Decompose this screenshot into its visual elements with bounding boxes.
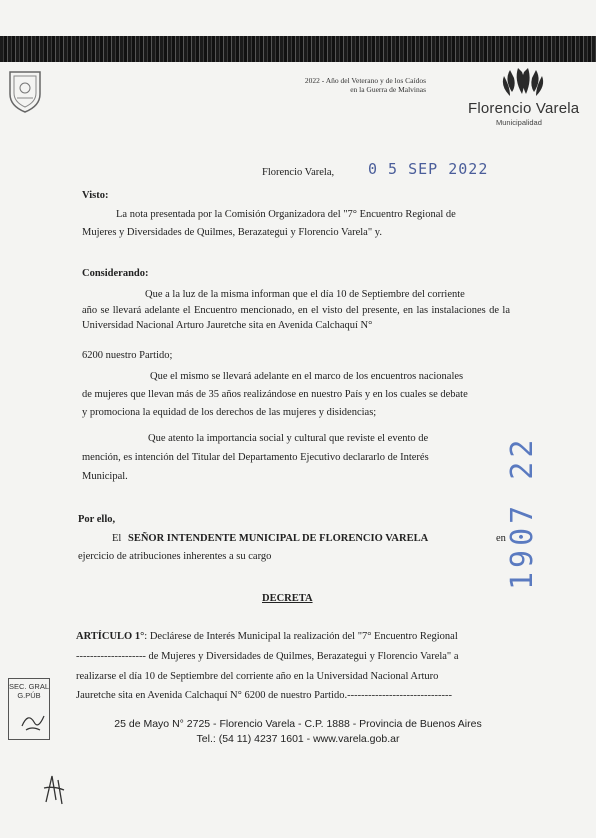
considerando-p1-last: 6200 nuestro Partido; <box>82 350 173 361</box>
sec-gral-line-2: G.PÚB <box>17 691 41 700</box>
articulo-1-line-2: -------------------- de Mujeres y Diversidades de Quilmes, Berazategui y Florencio Varela" a <box>76 651 459 662</box>
considerando-p2-line-2: de mujeres que llevan más de 35 años realizándose en nuestro País y en los cuales se debate <box>82 389 468 400</box>
considerando-p2-line-3: y promociona la equidad de los derechos de las mujeres y disidencias; <box>82 407 377 418</box>
resolution-el: El <box>112 533 122 544</box>
anniversary-legend <box>230 76 426 94</box>
considerando-p3-line-1: Que atento la importancia social y cultural que reviste el evento de <box>148 433 429 444</box>
date-stamp: 0 5 SEP 2022 <box>368 160 489 178</box>
articulo-1-line-1 <box>76 630 458 643</box>
municipal-crest-icon <box>6 68 44 114</box>
anniversary-line-2: en la Guerra de Malvinas <box>350 85 426 94</box>
scan-top-edge <box>0 36 596 62</box>
visto-line-2: Mujeres y Diversidades de Quilmes, Berazategui y Florencio Varela" y. <box>82 227 382 238</box>
articulo-1-line-4: Jauretche sita en Avenida Calchaquí N° 6200 de nuestro Partido.------------------------------ <box>76 690 452 701</box>
resolution-en: en <box>496 533 506 544</box>
considerando-p3-line-2: mención, es intención del Titular del Departamento Ejecutivo declararlo de Interés <box>82 452 429 463</box>
logo-name: Florencio Varela <box>468 100 580 117</box>
considerando-heading: Considerando: <box>82 268 149 279</box>
visto-heading: Visto: <box>82 190 109 201</box>
considerando-p3-line-3: Municipal. <box>82 471 128 482</box>
footer-address: 25 de Mayo N° 2725 - Florencio Varela - C.P. 1888 - Provincia de Buenos Aires <box>114 718 482 730</box>
articulo-1-text: : Declárese de Interés Municipal la realización del "7° Encuentro Regional <box>144 631 458 642</box>
anniversary-line-1: 2022 - Año del Veterano y de los Caídos <box>304 76 426 85</box>
considerando-p1-body: año se llevará adelante el Encuentro mencionado, en el visto del presente, en las instalaciones de la Universidad Nacional Arturo Jauretche sita en Avenida Calchaquí N° <box>82 305 510 331</box>
considerando-p1-line-1: Que a la luz de la misma informan que el día 10 de Septiembre del corriente <box>145 289 465 300</box>
intendente-title: SEÑOR INTENDENTE MUNICIPAL DE FLORENCIO VARELA <box>128 533 429 544</box>
sec-gral-stamp-text <box>8 682 50 700</box>
decreta-heading: DECRETA <box>262 593 313 604</box>
logo-subtitle: Municipalidad <box>496 118 542 127</box>
footer-contact: Tel.: (54 11) 4237 1601 - www.varela.gob.ar <box>196 733 400 745</box>
por-ello-line-2: ejercicio de atribuciones inherentes a su cargo <box>78 551 272 562</box>
considerando-p2-line-1: Que el mismo se llevará adelante en el marco de los encuentros nacionales <box>150 371 464 382</box>
articulo-1-line-3: realizarse el día 10 de Septiembre del corriente año en la Universidad Nacional Arturo <box>76 671 439 682</box>
sec-gral-line-1: SEC. GRAL <box>8 682 49 691</box>
visto-line-1: La nota presentada por la Comisión Organizadora del "7° Encuentro Regional de <box>116 209 456 220</box>
articulo-1-label: ARTÍCULO 1° <box>76 631 145 642</box>
handwritten-signature-icon <box>40 772 68 808</box>
date-place: Florencio Varela, <box>262 167 335 178</box>
file-number-stamp: 1907 22 <box>505 435 540 590</box>
por-ello-heading: Por ello, <box>78 514 116 525</box>
